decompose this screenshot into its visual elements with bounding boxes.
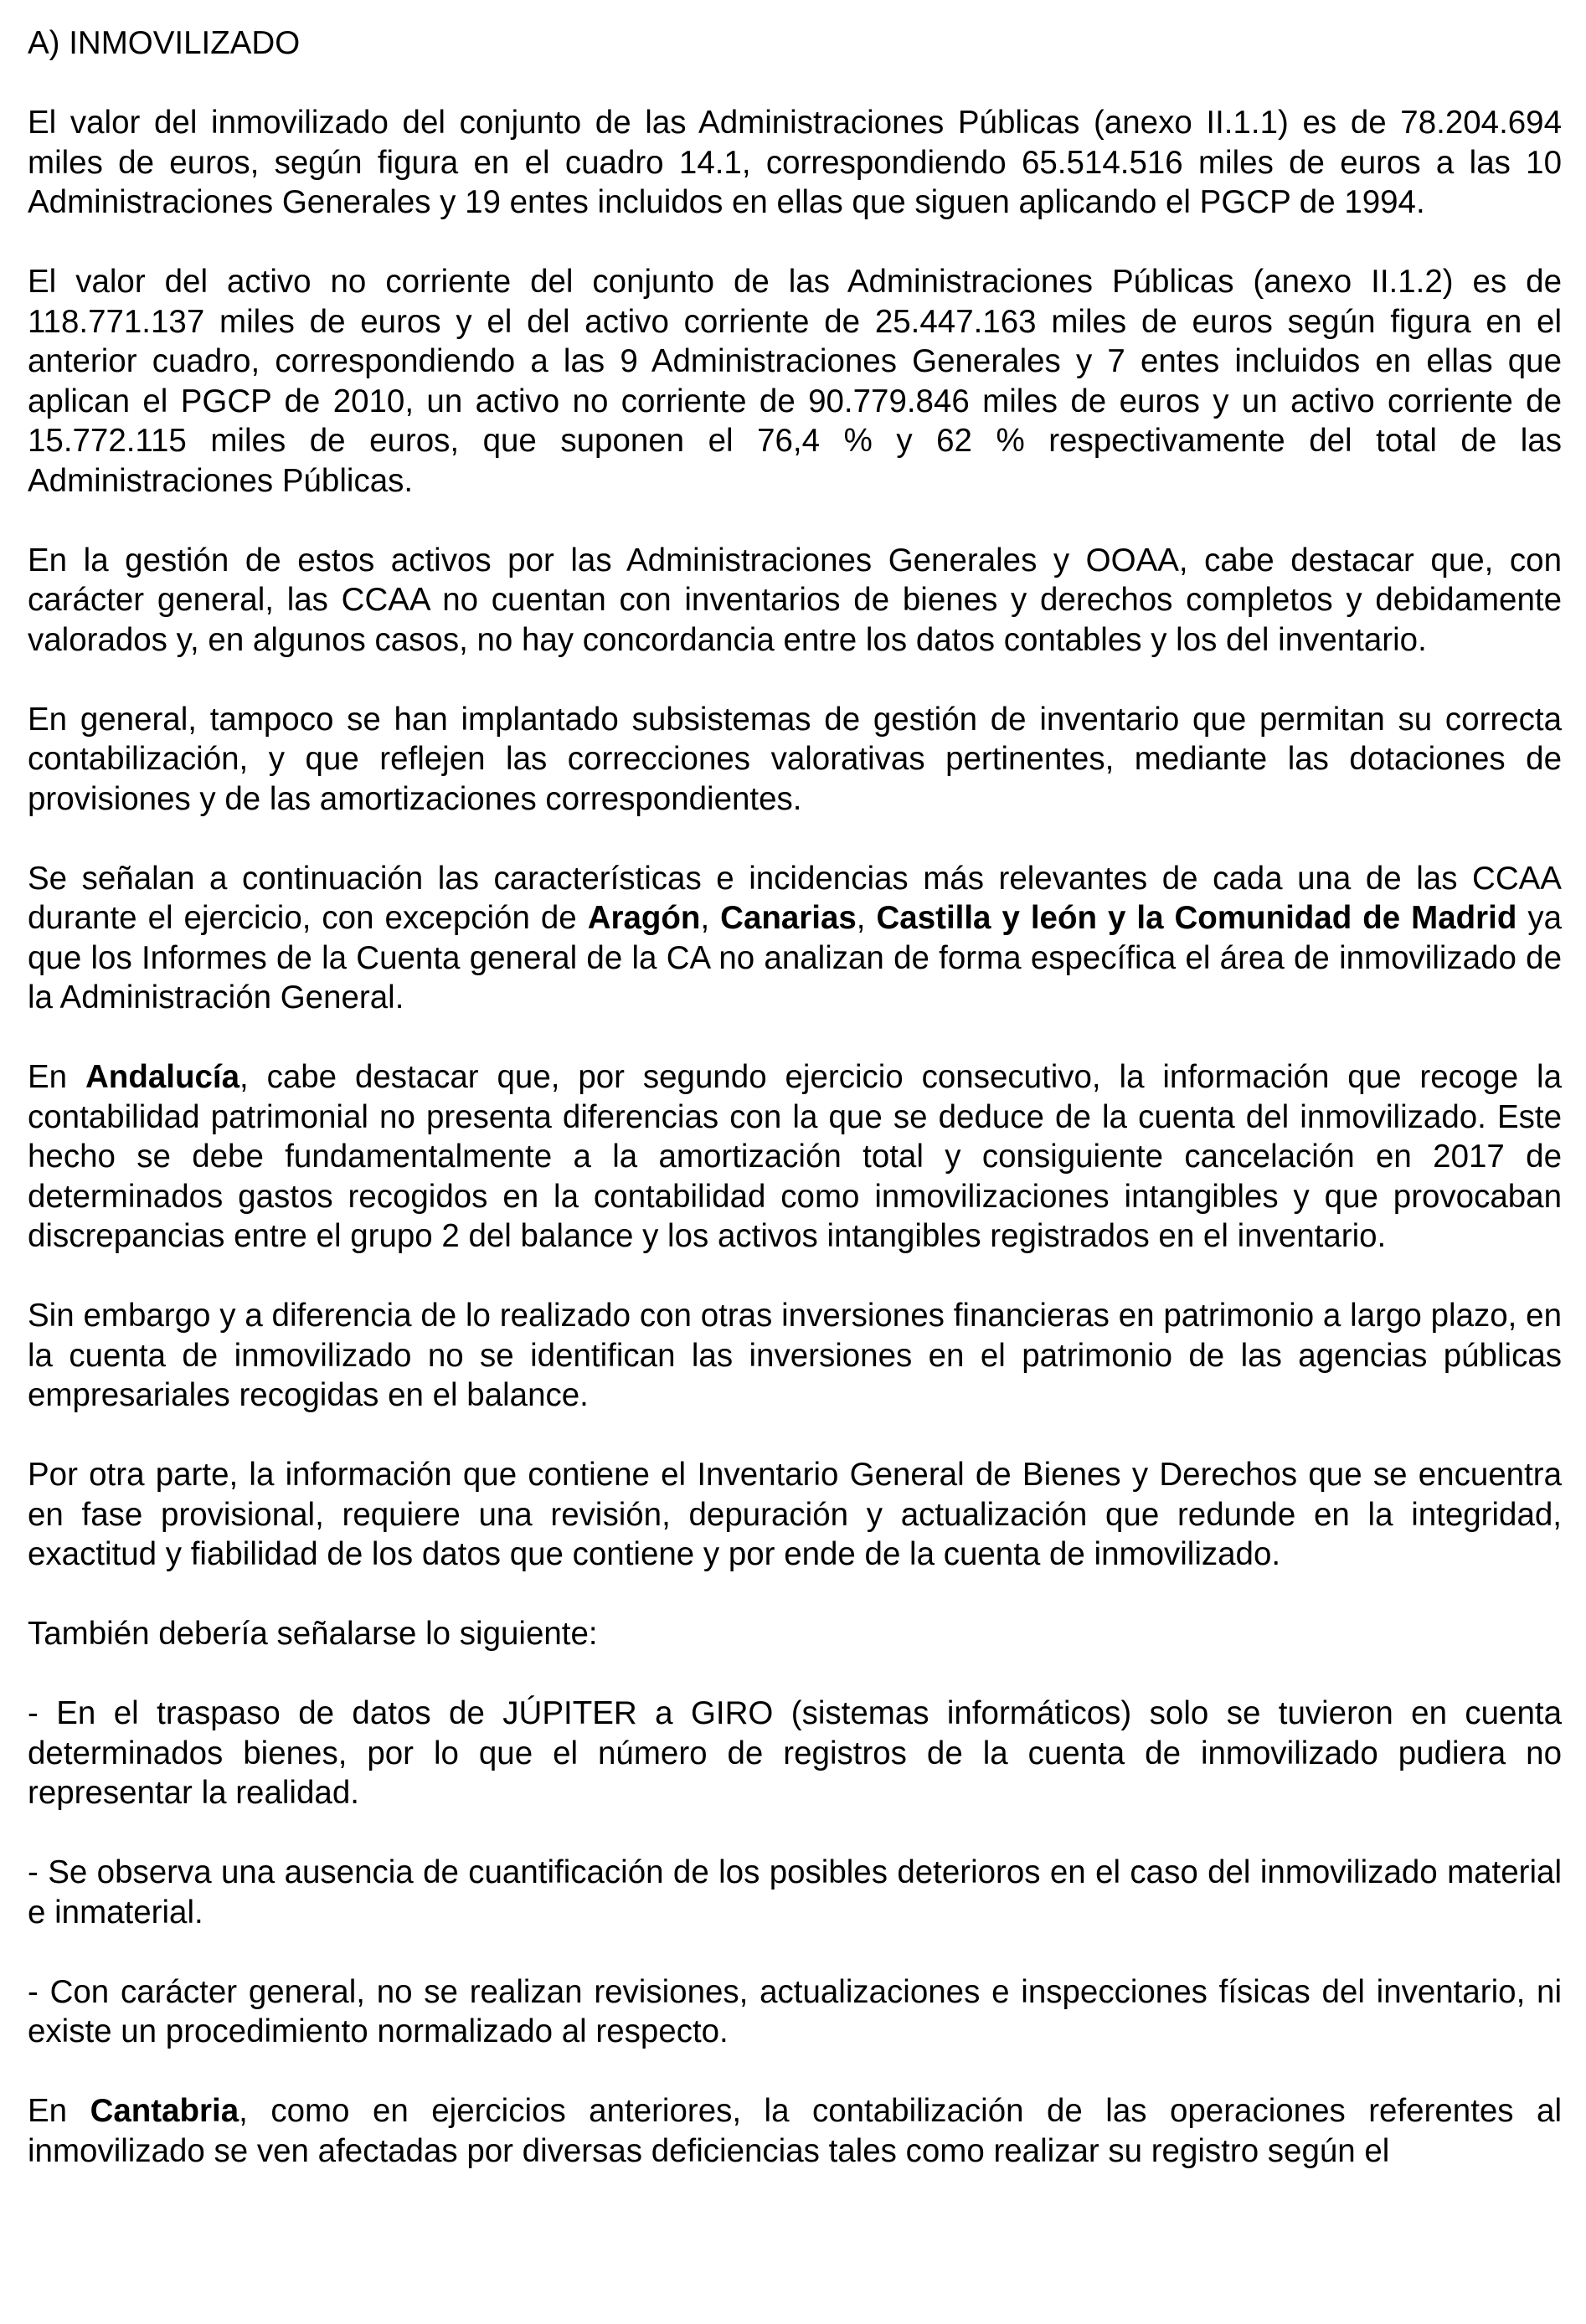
text-run: En: [28, 1059, 85, 1095]
region-name-andalucia: Andalucía: [85, 1059, 239, 1095]
section-heading: A) INMOVILIZADO: [28, 25, 301, 61]
text-run: ,: [700, 900, 721, 936]
text-run: , como en ejercicios anteriores, la contabilización de las operaciones referentes al inmovilizado se ven afectadas por diversas deficiencias tales como realizar su registro según el: [28, 2093, 1562, 2169]
region-name-canarias: Canarias: [720, 900, 857, 936]
document-page: [28, 23, 1562, 2211]
text-run: En: [28, 2093, 90, 2129]
paragraph-inmovilizado-valor: El valor del inmovilizado del conjunto de las Administraciones Públicas (anexo II.1.1) es de 78.204.694 miles de euros, según figura en el cuadro 14.1, correspondiendo 65.514.516 miles de euros a las 10 Administraciones Generales y 19 entes incluidos en ellas que siguen aplicando el PGCP de 1994.: [28, 105, 1562, 220]
region-name-aragon: Aragón: [587, 900, 701, 936]
paragraph-inversiones-financieras: Sin embargo y a diferencia de lo realizado con otras inversiones financieras en patrimonio a largo plazo, en la cuenta de inmovilizado no se identifican las inversiones en el patrimonio de las agencias públicas empresariales recogidas en el balance.: [28, 1298, 1562, 1413]
region-name-castilla-madrid: Castilla y león y la Comunidad de Madrid: [876, 900, 1517, 936]
paragraph-gestion-activos: En la gestión de estos activos por las Administraciones Generales y OOAA, cabe destacar que, con carácter general, las CCAA no cuentan con inventarios de bienes y derechos completos y debidamente valorados y, en algunos casos, no hay concordancia entre los datos contables y los del inventario.: [28, 542, 1562, 658]
text-run: , cabe destacar que, por segundo ejercicio consecutivo, la información que recoge la contabilidad patrimonial no presenta diferencias con la que se deduce de la cuenta del inmovilizado. Este hecho se debe fundamentalmente a la amortización total y consiguiente cancelación en 2017 de determinados gastos recogidos en la contabilidad como inmovilizaciones intangibles y que provocaban discrepancias entre el grupo 2 del balance y los activos intangibles registrados en el inventario.: [28, 1059, 1562, 1254]
text-run: ,: [856, 900, 877, 936]
text-run: ya que los Informes de la Cuenta general de la CA no analizan de forma específica el área de inmovilizado de la Administración General.: [28, 900, 1562, 1015]
paragraph-subsistemas-gestion: En general, tampoco se han implantado subsistemas de gestión de inventario que permitan su correcta contabilización, y que reflejen las correcciones valorativas pertinentes, mediante las dotaciones de provisiones y de las amortizaciones correspondientes.: [28, 701, 1562, 817]
list-item-deterioros: - Se observa una ausencia de cuantificación de los posibles deterioros en el caso del inmovilizado material e inmaterial.: [28, 1854, 1562, 1931]
paragraph-inventario-general: Por otra parte, la información que contiene el Inventario General de Bienes y Derechos que se encuentra en fase provisional, requiere una revisión, depuración y actualización que redunde en la integridad, exactitud y fiabilidad de los datos que contiene y por ende de la cuenta de inmovilizado.: [28, 1457, 1562, 1572]
paragraph-incidencias-ccaa: [28, 859, 1562, 1018]
paragraph-andalucia: [28, 1057, 1562, 1257]
list-item-jupiter-giro: - En el traspaso de datos de JÚPITER a GIRO (sistemas informáticos) solo se tuvieron en cuenta determinados bienes, por lo que el número de registros de la cuenta de inmovilizado pudiera no representar la realidad.: [28, 1695, 1562, 1811]
paragraph-activo-no-corriente: El valor del activo no corriente del conjunto de las Administraciones Públicas (anexo II.1.2) es de 118.771.137 miles de euros y el del activo corriente de 25.447.163 miles de euros según figura en el anterior cuadro, correspondiendo a las 9 Administraciones Generales y 7 entes incluidos en ellas que aplican el PGCP de 2010, un activo no corriente de 90.779.846 miles de euros y un activo corriente de 15.772.115 miles de euros, que suponen el 76,4 % y 62 % respectivamente del total de las Administraciones Públicas.: [28, 264, 1562, 499]
region-name-cantabria: Cantabria: [90, 2093, 239, 2129]
paragraph-senalar-siguiente: También debería señalarse lo siguiente:: [28, 1616, 598, 1652]
list-item-revisiones: - Con carácter general, no se realizan revisiones, actualizaciones e inspecciones físicas del inventario, ni existe un procedimiento normalizado al respecto.: [28, 1973, 1562, 2049]
text-run: Se señalan a continuación las características e incidencias más relevantes de cada una de las CCAA durante el ejercicio, con excepción de: [28, 860, 1562, 936]
paragraph-cantabria: [28, 2091, 1562, 2171]
